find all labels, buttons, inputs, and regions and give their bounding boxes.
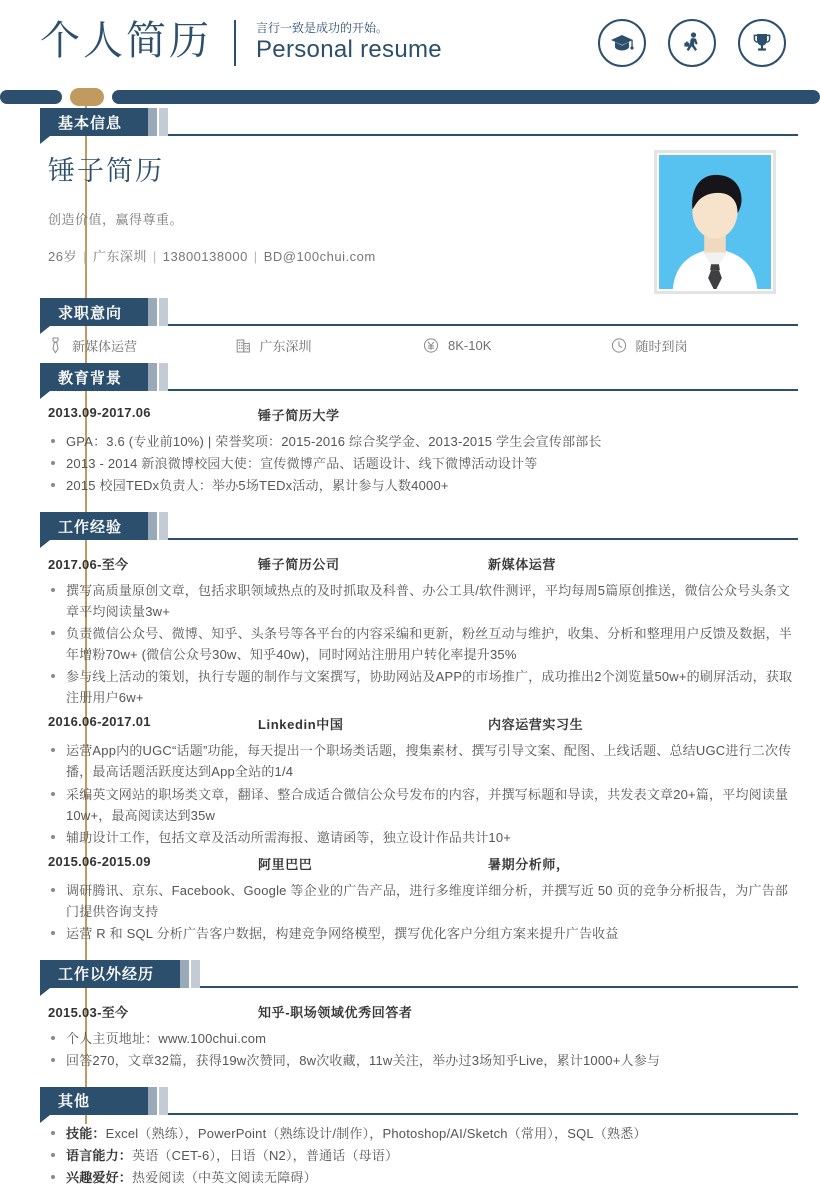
list-item: 参与线上活动的策划，执行专题的制作与文案撰写，协助网站及APP的市场推广，成功推出2个浏览量50w+的刷屏活动，获取注册用户6w+	[48, 666, 798, 708]
meta-age: 26岁	[48, 249, 77, 265]
entry-role	[488, 1002, 798, 1021]
tagline-chinese: 言行一致是成功的开始。	[256, 20, 389, 35]
list-item: 个人主页地址：www.100chui.com	[48, 1028, 798, 1049]
entry-organization: 锤子简历公司	[258, 557, 340, 573]
section-rule	[168, 389, 798, 391]
section-chip-light	[159, 108, 168, 136]
section-header-intent	[0, 298, 820, 326]
entry-date: 2015.03-至今	[48, 1004, 129, 1020]
businessman-walking-icon	[668, 19, 716, 67]
intent-label-position: 新媒体运营	[72, 339, 138, 354]
entry-bullets	[48, 431, 798, 496]
entry-role: 内容运营实习生	[488, 717, 584, 733]
yen-icon	[423, 337, 439, 354]
section-rule	[168, 538, 798, 540]
section-title-basic: 基本信息	[40, 108, 148, 136]
entry-bullets	[48, 580, 798, 708]
entry-header	[48, 554, 798, 573]
list-item: GPA：3.6 (专业前10%) | 荣誉奖项：2015-2016 综合奖学金、2013-2015 学生会宣传部部长	[48, 431, 798, 452]
section-header-education	[0, 363, 820, 391]
page-header	[0, 0, 820, 86]
section-chip-light	[159, 363, 168, 391]
entry-date: 2016.06-2017.01	[48, 714, 151, 730]
entry	[48, 854, 798, 944]
section-title-intent: 求职意向	[40, 298, 148, 326]
section-chip-light	[191, 960, 200, 988]
entry-role: 暑期分析师，	[488, 856, 570, 872]
entry-bullets	[48, 1028, 798, 1071]
entry-role: 新媒体运营	[488, 557, 557, 573]
entry-header	[48, 854, 798, 873]
intent-item-salary	[423, 337, 611, 354]
section-header-other	[0, 1087, 820, 1115]
section-rule	[168, 324, 798, 326]
list-item	[48, 1145, 798, 1166]
entry-date: 2015.06-2015.09	[48, 853, 151, 869]
clock-icon	[611, 337, 627, 354]
skill-value: Excel（熟练），PowerPoint（熟练设计/制作），Photoshop/AI/Sketch（常用），SQL（熟悉）	[105, 1125, 647, 1141]
section-chip-light	[159, 512, 168, 540]
entry-bullets	[48, 740, 798, 847]
divider-segment-left	[0, 90, 62, 104]
work-body	[0, 540, 820, 960]
necktie-icon	[48, 337, 63, 354]
section-title-education: 教育背景	[40, 363, 148, 391]
intent-item-availability	[611, 336, 799, 355]
intent-label-salary: 8K-10K	[448, 338, 492, 353]
meta-email: BD@100chui.com	[263, 249, 376, 265]
list-item: 回答270，文章32篇，获得19w次赞同，8w次收藏，11w关注，举办过3场知乎Live，累计1000+人参与	[48, 1050, 798, 1071]
list-item: 辅助设计工作，包括文章及活动所需海报、邀请函等，独立设计作品共计10+	[48, 827, 798, 848]
entry	[48, 554, 798, 708]
section-chip-dark	[148, 512, 157, 540]
section-chip-dark	[180, 960, 189, 988]
person-name: 锤子简历	[48, 156, 164, 186]
list-item	[48, 1167, 798, 1188]
list-item	[48, 1123, 798, 1144]
section-chip-dark	[148, 363, 157, 391]
entry	[48, 714, 798, 847]
avatar-photo	[659, 155, 771, 289]
meta-separator: |	[253, 249, 258, 265]
entry-organization: Linkedin中国	[258, 717, 344, 733]
graduation-cap-icon	[598, 19, 646, 67]
entry-header	[48, 405, 798, 424]
intent-row	[0, 326, 820, 363]
avatar	[654, 150, 776, 294]
person-meta	[48, 246, 654, 265]
intent-item-position	[48, 336, 236, 355]
header-divider-bar	[0, 86, 820, 108]
skill-label: 技能：	[66, 1125, 106, 1141]
section-header-basic	[0, 108, 820, 136]
basic-info-block	[0, 136, 820, 298]
meta-separator: |	[82, 249, 87, 265]
other-body	[0, 1115, 820, 1204]
entry-role	[488, 405, 798, 424]
meta-location: 广东深圳	[92, 249, 147, 265]
section-chip-light	[159, 1087, 168, 1115]
hobby-label: 兴趣爱好：	[66, 1169, 133, 1185]
entry-organization: 锤子简历大学	[258, 408, 340, 423]
section-title-extra: 工作以外经历	[40, 960, 180, 988]
entry-bullets	[48, 880, 798, 944]
intent-label-location: 广东深圳	[259, 339, 312, 354]
entry	[48, 1002, 798, 1071]
list-item: 运营 R 和 SQL 分析广告客户数据，构建竞争网络模型，撰写优化客户分组方案来提升广告收益	[48, 923, 798, 944]
entry-date: 2017.06-至今	[48, 557, 129, 573]
header-icon-group	[598, 19, 786, 67]
person-motto: 创造价值，赢得尊重。	[48, 212, 184, 228]
section-chip-dark	[148, 108, 157, 136]
section-rule	[168, 1113, 798, 1115]
trophy-icon	[738, 19, 786, 67]
list-item: 撰写高质量原创文章，包括求职领域热点的及时抓取及科普、办公工具/软件测评，平均每周5篇原创推送，微信公众号头条文章平均阅读量3w+	[48, 580, 798, 622]
section-title-other: 其他	[40, 1087, 148, 1115]
list-item: 负责微信公众号、微博、知乎、头条号等各平台的内容采编和更新，粉丝互动与维护，收集、分析和整理用户反馈及数据，半年增粉70w+ (微信公众号30w、知乎40w)，同时网站注册用户转化率提升35%	[48, 623, 798, 665]
other-list	[48, 1123, 798, 1188]
list-item: 采编英文网站的职场类文章，翻译、整合成适合微信公众号发布的内容，并撰写标题和导读，共发表文章20+篇，平均阅读量10w+，最高阅读达到35w	[48, 784, 798, 826]
page-title: 个人简历	[40, 19, 212, 63]
title-divider	[234, 20, 236, 66]
section-title-work: 工作经验	[40, 512, 148, 540]
section-chip-dark	[148, 298, 157, 326]
divider-gold-pill	[70, 88, 104, 106]
tagline-block	[256, 21, 442, 65]
entry-organization: 知乎-职场领域优秀回答者	[258, 1004, 413, 1020]
meta-separator: |	[152, 249, 157, 265]
building-icon	[236, 337, 251, 354]
list-item: 2013 - 2014 新浪微博校园大使：宣传微博产品、话题设计、线下微博活动设计等	[48, 453, 798, 474]
section-chip-light	[159, 298, 168, 326]
section-chip-dark	[148, 1087, 157, 1115]
intent-item-location	[236, 336, 424, 355]
section-header-extra	[0, 960, 820, 988]
section-rule	[200, 986, 798, 988]
intent-label-availability: 随时到岗	[635, 339, 688, 354]
language-value: 英语（CET-6），日语（N2），普通话（母语）	[132, 1147, 399, 1163]
list-item: 2015 校园TEDx负责人：举办5场TEDx活动，累计参与人数4000+	[48, 475, 798, 496]
hobby-value: 热爱阅读（中英文阅读无障碍）	[132, 1169, 317, 1185]
entry-header	[48, 1002, 798, 1021]
extra-body	[0, 988, 820, 1087]
education-body	[0, 391, 820, 512]
list-item: 运营App内的UGC“话题”功能，每天提出一个职场类话题，搜集素材、撰写引导文案、配图、上线话题、总结UGC进行二次传播，最高话题活跃度达到App全站的1/4	[48, 740, 798, 782]
meta-phone: 13800138000	[162, 249, 248, 265]
entry-header	[48, 714, 798, 733]
entry	[48, 405, 798, 496]
language-label: 语言能力：	[66, 1147, 133, 1163]
resume-body	[0, 108, 820, 1204]
tagline-english: Personal resume	[256, 36, 442, 64]
entry-date: 2013.09-2017.06	[48, 405, 151, 420]
section-header-work	[0, 512, 820, 540]
divider-segment-right	[112, 90, 820, 104]
entry-organization: 阿里巴巴	[258, 856, 313, 872]
list-item: 调研腾讯、京东、Facebook、Google 等企业的广告产品，进行多维度详细分析，并撰写近 50 页的竞争分析报告，为广告部门提供咨询支持	[48, 880, 798, 922]
